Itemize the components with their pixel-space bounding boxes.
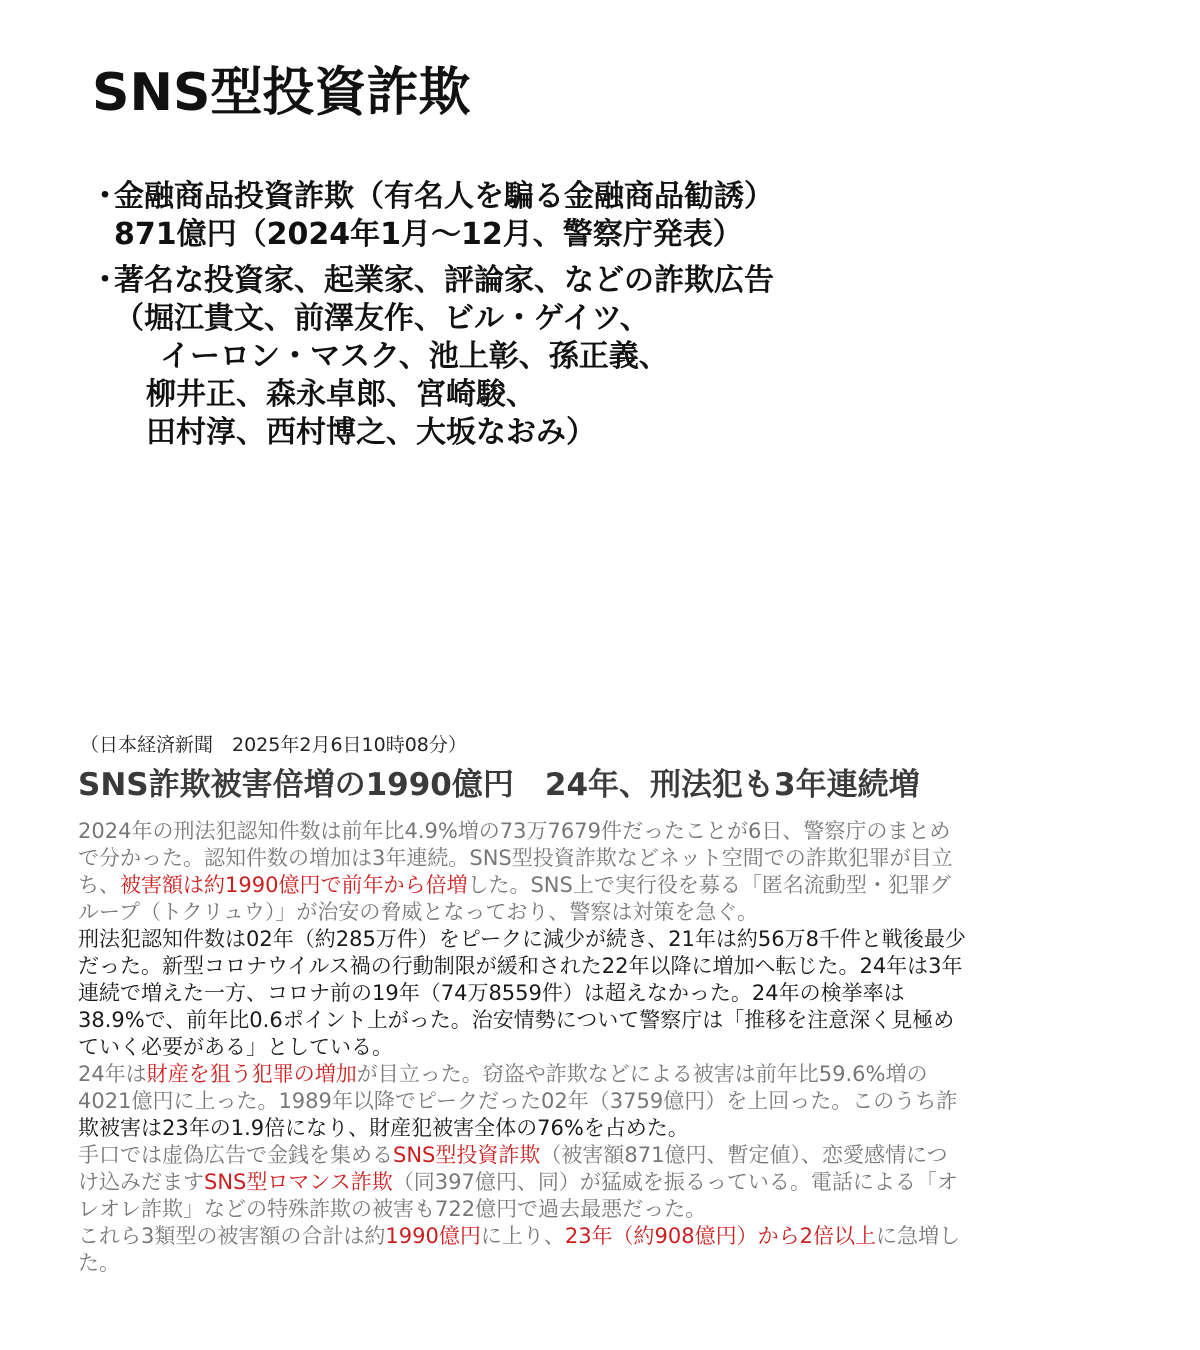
article-line — [78, 845, 1138, 872]
bullet-item-financial-fraud — [90, 178, 1150, 254]
article-text: （同397億円、同）が猛威を振るっている。電話による「オ — [392, 1170, 958, 1194]
article-line — [78, 980, 1138, 1007]
highlighted-text: 財産を狙う犯罪の増加 — [146, 1062, 357, 1086]
article-line — [78, 1169, 1138, 1196]
article-line — [78, 1196, 1138, 1223]
bullet-line: 金融商品投資詐欺（有名人を騙る金融商品勧誘） — [114, 179, 774, 214]
article-line — [78, 1223, 1138, 1250]
highlighted-text: 23年（約908億円）から2倍以上 — [564, 1224, 876, 1248]
article-text: 38.9%で、前年比0.6ポイント上がった。治安情勢について警察庁は「推移を注意深く見極め — [78, 1008, 955, 1032]
article-text: 連続で増えた一方、コロナ前の19年（74万8559件）は超えなかった。24年の検挙率は — [78, 981, 905, 1005]
highlighted-text: 被害額は約1990億円で前年から倍増 — [120, 873, 468, 897]
article-text: 24年は — [78, 1062, 147, 1086]
article-text: ち、 — [78, 873, 120, 897]
article-line — [78, 1088, 1138, 1115]
bullet-line: 柳井正、森永卓郎、宮崎駿、 — [146, 377, 536, 412]
article-line — [78, 926, 1138, 953]
article-text: 欺被害は23年の1.9倍になり、財産犯被害全体の76%を占めた。 — [78, 1116, 689, 1140]
article-line — [78, 1142, 1138, 1169]
article-line — [78, 1007, 1138, 1034]
article-line — [78, 953, 1138, 980]
bullet-line: 田村淳、西村博之、大坂なおみ） — [146, 415, 596, 450]
highlighted-text: SNS型投資詐欺 — [393, 1143, 541, 1167]
article-text: が目立った。窃盗や詐欺などによる被害は前年比59.6%増の — [356, 1062, 928, 1086]
highlighted-text: SNS型ロマンス詐欺 — [204, 1170, 393, 1194]
bullet-list — [90, 178, 1150, 460]
article-text: に急増し — [876, 1224, 960, 1248]
article-text: 刑法犯認知件数は02年（約285万件）をピークに減少が続き、21年は約56万8千件と戦後最少 — [78, 927, 966, 951]
article-text: に上り、 — [480, 1224, 565, 1248]
article-text: け込みだます — [78, 1170, 204, 1194]
bullet-marker: ・ — [90, 263, 120, 298]
article-line — [78, 899, 1138, 926]
article-line — [78, 1034, 1138, 1061]
article-body — [78, 818, 1138, 1277]
article-text: だった。新型コロナウイルス禍の行動制限が緩和された22年以降に増加へ転じた。24年は3年 — [78, 954, 963, 978]
article-text: 手口では虚偽広告で金銭を集める — [78, 1143, 393, 1167]
article-text: ていく必要がある」としている。 — [78, 1035, 393, 1059]
slide-title: SNS型投資詐欺 — [92, 63, 471, 123]
article-text: これら3類型の被害額の合計は約 — [78, 1224, 386, 1248]
bullet-line: （堀江貴文、前澤友作、ビル・ゲイツ、 — [114, 301, 650, 336]
article-source: （日本経済新聞 2025年2月6日10時08分） — [80, 734, 467, 756]
article-line — [78, 1115, 1138, 1142]
article-headline: SNS詐欺被害倍増の1990億円 24年、刑法犯も3年連続増 — [78, 767, 920, 803]
article-line — [78, 872, 1138, 899]
article-text: レオレ詐欺」などの特殊詐欺の被害も722億円で過去最悪だった。 — [78, 1197, 707, 1221]
bullet-line: イーロン・マスク、池上彰、孫正義、 — [160, 339, 669, 374]
article-line — [78, 1250, 1138, 1277]
highlighted-text: 1990億円 — [385, 1224, 481, 1248]
article-text: （被害額871億円、暫定値）、恋愛感情につ — [540, 1143, 948, 1167]
article-text: で分かった。認知件数の増加は3年連続。SNS型投資詐欺などネット空間での詐欺犯罪が目立 — [78, 846, 953, 870]
bullet-line: 著名な投資家、起業家、評論家、などの詐欺広告 — [114, 263, 774, 298]
article-text: 2024年の刑法犯認知件数は前年比4.9%増の73万7679件だったことが6日、警察庁のまとめ — [78, 819, 951, 843]
article-text: 4021億円に上った。1989年以降でピークだった02年（3759億円）を上回った。このうち詐 — [78, 1089, 958, 1113]
article-line — [78, 818, 1138, 845]
article-text: た。 — [78, 1251, 120, 1275]
article-text: ループ（トクリュウ）」が治安の脅威となっており、警察は対策を急ぐ。 — [78, 900, 758, 924]
article-line — [78, 1061, 1138, 1088]
bullet-line: 871億円（2024年1月～12月、警察庁発表） — [114, 217, 743, 252]
article-text: した。SNS上で実行役を募る「匿名流動型・犯罪グ — [467, 873, 951, 897]
bullet-item-celebrity-ads — [90, 262, 1150, 452]
bullet-marker: ・ — [90, 179, 120, 214]
